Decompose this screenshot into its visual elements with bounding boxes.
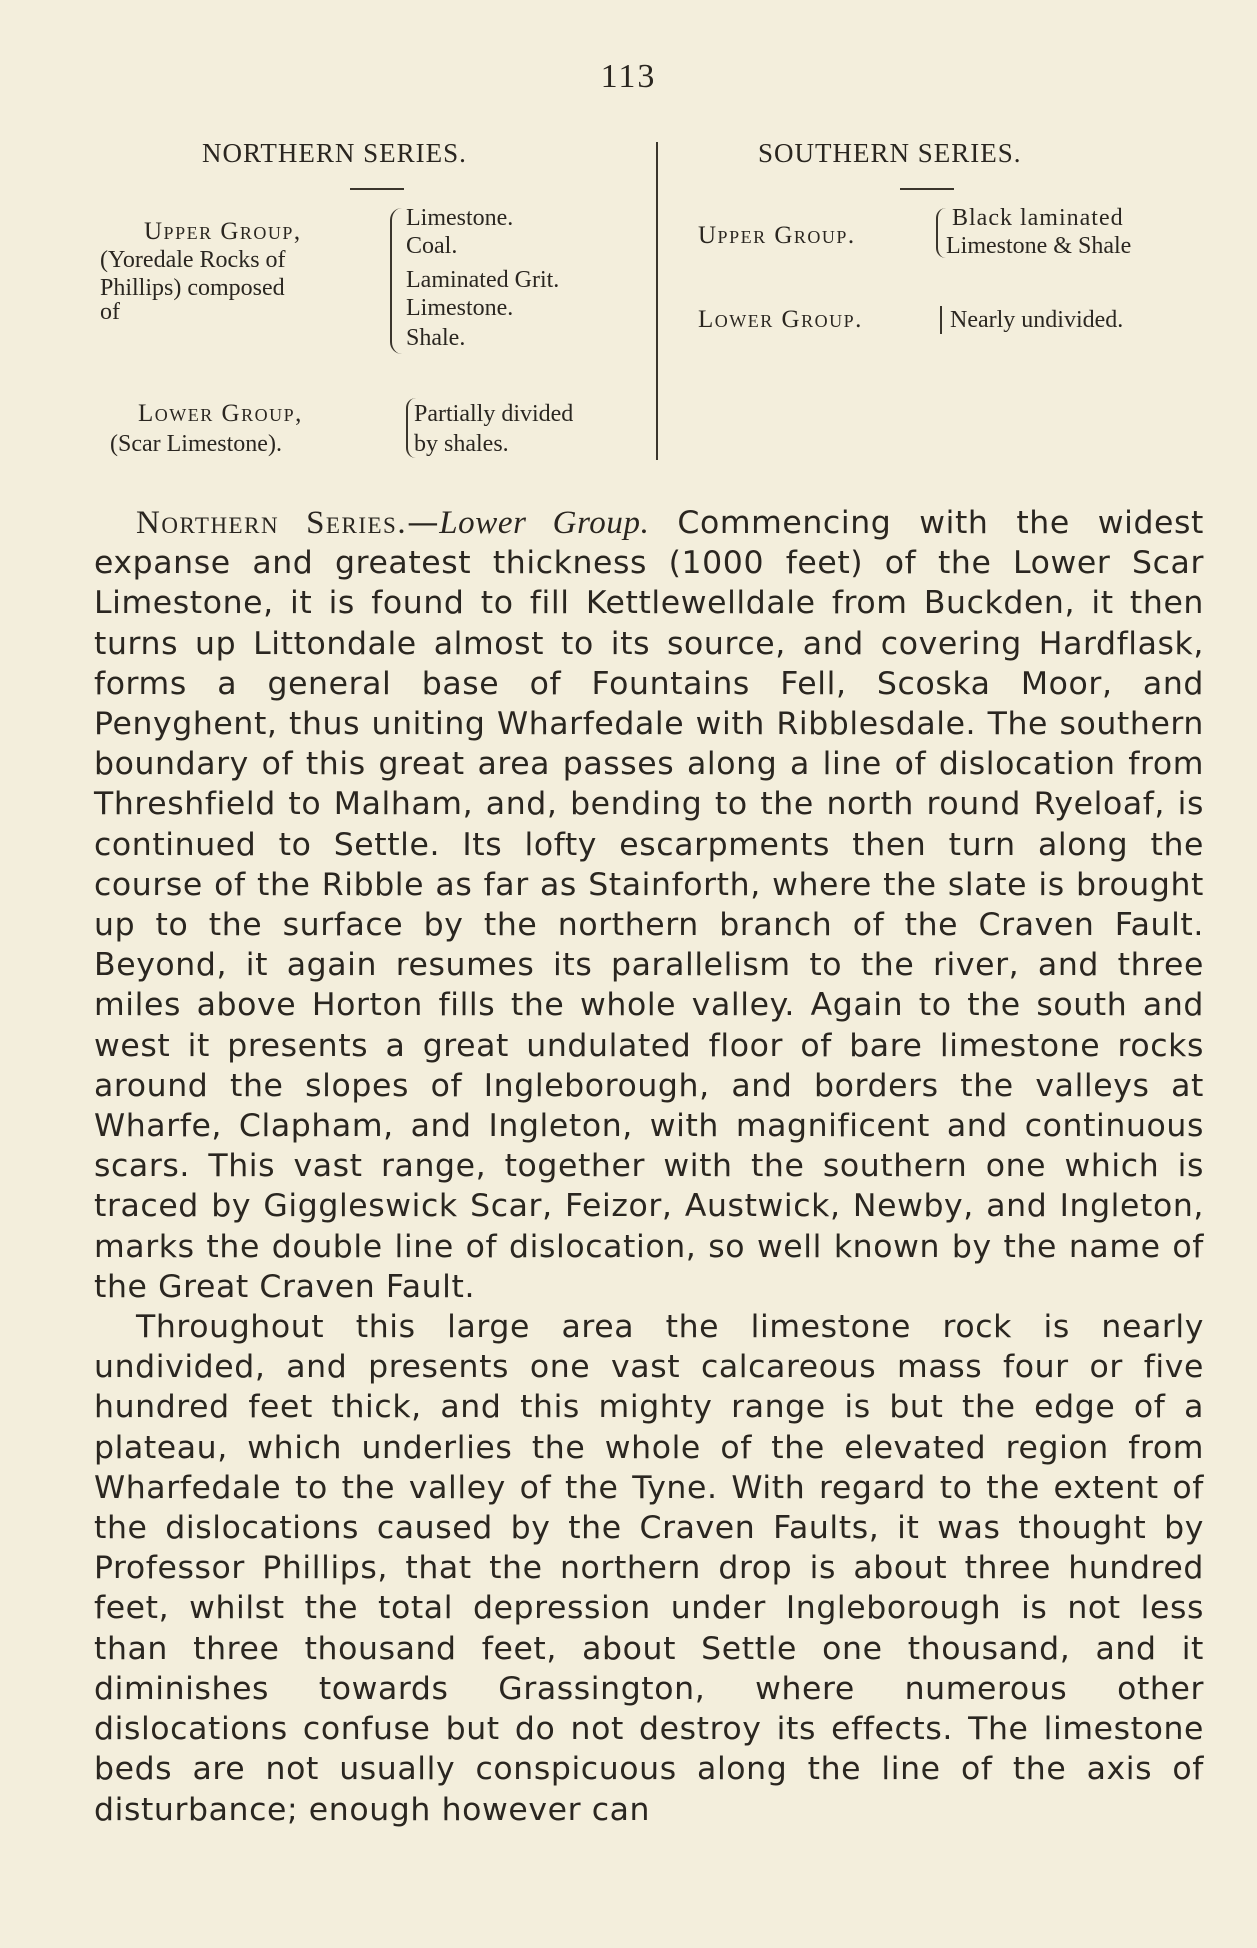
southern-lower-bar bbox=[940, 306, 942, 334]
northern-upper-label-3: Phillips) composed bbox=[100, 275, 285, 301]
northern-upper-label-1: Upper Group, bbox=[144, 218, 302, 245]
southern-lower-label: Lower Group. bbox=[698, 306, 863, 333]
northern-upper-brace bbox=[390, 208, 402, 354]
paragraph-1-dash: — bbox=[407, 505, 440, 541]
paragraph-1-lead-caps: Northern Series. bbox=[136, 505, 408, 541]
northern-upper-label-4: of bbox=[100, 299, 120, 325]
northern-upper-item-3: Laminated Grit. bbox=[406, 267, 560, 293]
southern-upper-item-2: Limestone & Shale bbox=[946, 233, 1132, 259]
southern-upper-label: Upper Group. bbox=[698, 222, 856, 249]
northern-upper-label-2: (Yoredale Rocks of bbox=[100, 247, 286, 273]
northern-upper-item-1: Limestone. bbox=[406, 205, 514, 231]
paragraph-1-lead-italic: Lower Group. bbox=[439, 505, 650, 541]
northern-lower-label-2: (Scar Limestone). bbox=[110, 431, 282, 457]
northern-title-rule bbox=[350, 188, 404, 190]
southern-upper-item-1: Black laminated bbox=[952, 205, 1124, 231]
southern-series-title: SOUTHERN SERIES. bbox=[758, 138, 1022, 168]
strata-tables bbox=[94, 138, 1214, 468]
body-text bbox=[94, 503, 1204, 1830]
northern-lower-item-2: by shales. bbox=[414, 431, 509, 457]
paragraph-1 bbox=[94, 503, 1204, 1307]
northern-upper-item-5: Shale. bbox=[406, 325, 466, 351]
southern-upper-brace bbox=[936, 208, 946, 258]
paragraph-2: Throughout this large area the limestone rock is nearly undivided, and presents one vast calcareous mass four or five hundred feet thick, and this mighty range is but the edge of a plateau, which underlies the whole of the elevated region from Wharfedale to the valley of the Tyne. With regard to the extent of the dislocations caused by the Craven Faults, it was thought by Professor Phillips, that the northern drop is about three hundred feet, whilst the total depression under Ingleborough is not less than three thousand feet, about Settle one thousand, and it diminishes towards Grassington, where numerous other dislocations confuse but do not destroy its effects. The limestone beds are not usually conspicuous along the line of the axis of disturbance; enough however can bbox=[94, 1309, 1204, 1828]
page-number: 113 bbox=[600, 58, 657, 95]
northern-series-title: NORTHERN SERIES. bbox=[202, 138, 467, 168]
northern-upper-item-4: Limestone. bbox=[406, 295, 514, 321]
southern-title-rule bbox=[900, 188, 954, 190]
southern-lower-item-1: Nearly undivided. bbox=[950, 307, 1124, 333]
northern-lower-label-1: Lower Group, bbox=[138, 400, 303, 427]
northern-lower-item-1: Partially divided bbox=[414, 401, 574, 427]
northern-upper-item-2: Coal. bbox=[406, 233, 458, 259]
series-column-divider bbox=[656, 142, 658, 460]
paragraph-1-text: Commencing with the widest expanse and greatest thickness (1000 feet) of the Lower Scar Limestone, it is found to fill Kettlewelldale from Buckden, it then turns up Littondale almost to its source, and covering Hardflask, forms a general base of Fountains Fell, Scoska Moor, and Penyghent, thus uniting Wharfedale with Ribblesdale. The southern boundary of this great area passes along a line of dislocation from Threshfield to Malham, and, bending to the north round Ryeloaf, is continued to Settle. Its lofty escarpments then turn along the course of the Ribble as far as Stainforth, where the slate is brought up to the surface by the northern branch of the Craven Fault. Beyond, it again resumes its parallelism to the river, and three miles above Horton fills the whole valley. Again to the south and west it presents a great undulated floor of bare limestone rocks around the slopes of Ingleborough, and borders the valleys at Wharfe, Clapham, and Ingleton, with magnificent and continuous scars. This vast range, together with the southern one which is traced by Giggleswick Scar, Feizor, Austwick, Newby, and Ingleton, marks the double line of dislocation, so well known by the name of the Great Craven Fault. bbox=[94, 505, 1204, 1305]
